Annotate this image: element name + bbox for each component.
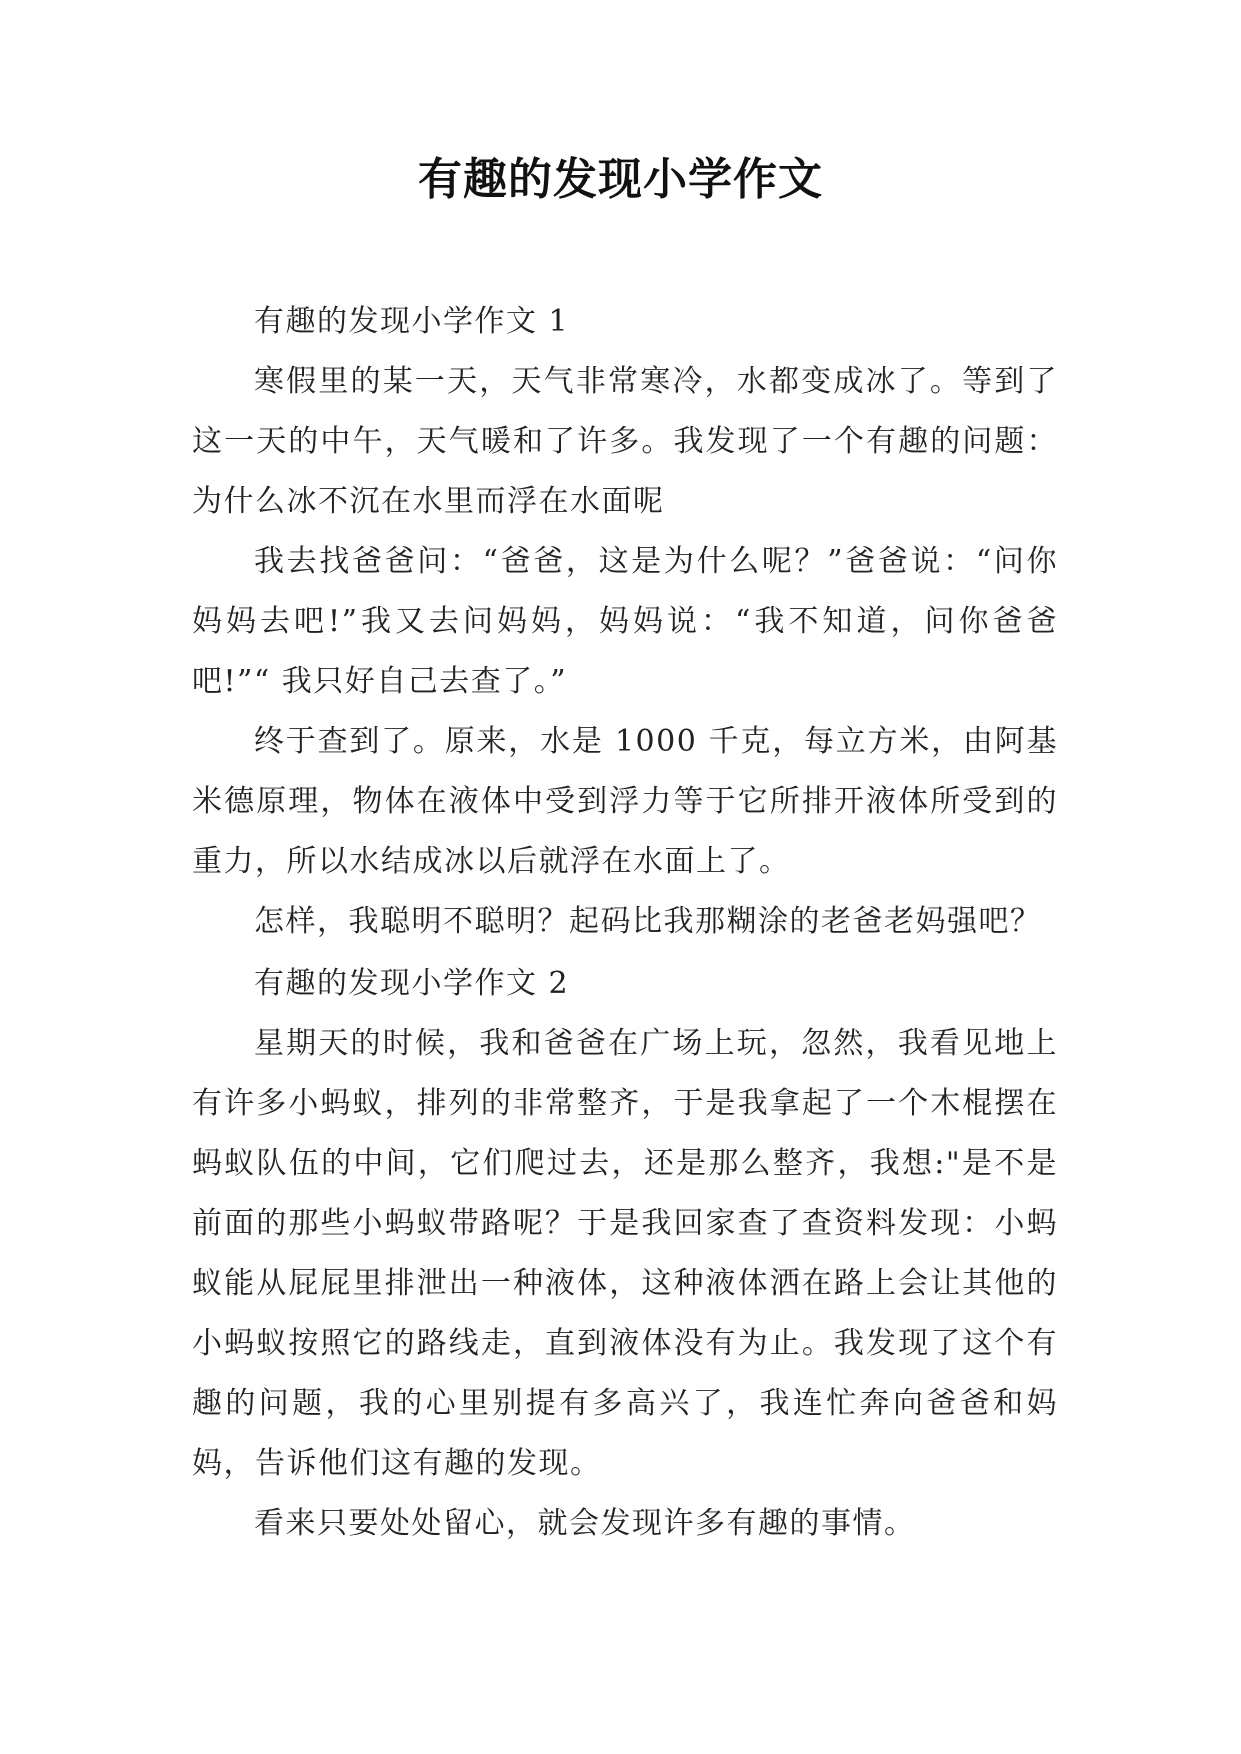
- document-body: [192, 290, 1058, 1554]
- paragraph: 星期天的时候，我和爸爸在广场上玩，忽然，我看见地上有许多小蚂蚁，排列的非常整齐，于是我拿起了一个木棍摆在蚂蚁队伍的中间，它们爬过去，还是那么整齐，我想:"是不是前面的那些小蚂蚁带路呢？于是我回家查了查资料发现：小蚂蚁能从屁屁里排泄出一种液体，这种液体洒在路上会让其他的小蚂蚁按照它的路线走，直到液体没有为止。我发现了这个有趣的问题，我的心里别提有多高兴了，我连忙奔向爸爸和妈妈，告诉他们这有趣的发现。: [192, 1026, 1058, 1481]
- paragraph: 终于查到了。原来，水是 1000 千克，每立方米，由阿基米德原理，物体在液体中受到浮力等于它所排开液体所受到的重力，所以水结成冰以后就浮在水面上了。: [192, 724, 1058, 879]
- section-heading-2: 有趣的发现小学作文 2: [254, 966, 570, 1001]
- paragraph: 寒假里的某一天，天气非常寒冷，水都变成冰了。等到了这一天的中午，天气暖和了许多。我发现了一个有趣的问题：为什么冰不沉在水里而浮在水面呢: [192, 364, 1058, 519]
- paragraph: 看来只要处处留心，就会发现许多有趣的事情。: [254, 1506, 916, 1541]
- document-title: 有趣的发现小学作文: [418, 154, 823, 205]
- section-heading-1: 有趣的发现小学作文 1: [254, 304, 570, 339]
- paragraph: 怎样，我聪明不聪明？起码比我那糊涂的老爸老妈强吧？: [254, 904, 1042, 939]
- paragraph: 我去找爸爸问：“爸爸，这是为什么呢？”爸爸说：“问你妈妈去吧!”我又去问妈妈，妈妈说：“我不知道，问你爸爸吧!”“ 我只好自己去查了。”: [192, 544, 1058, 699]
